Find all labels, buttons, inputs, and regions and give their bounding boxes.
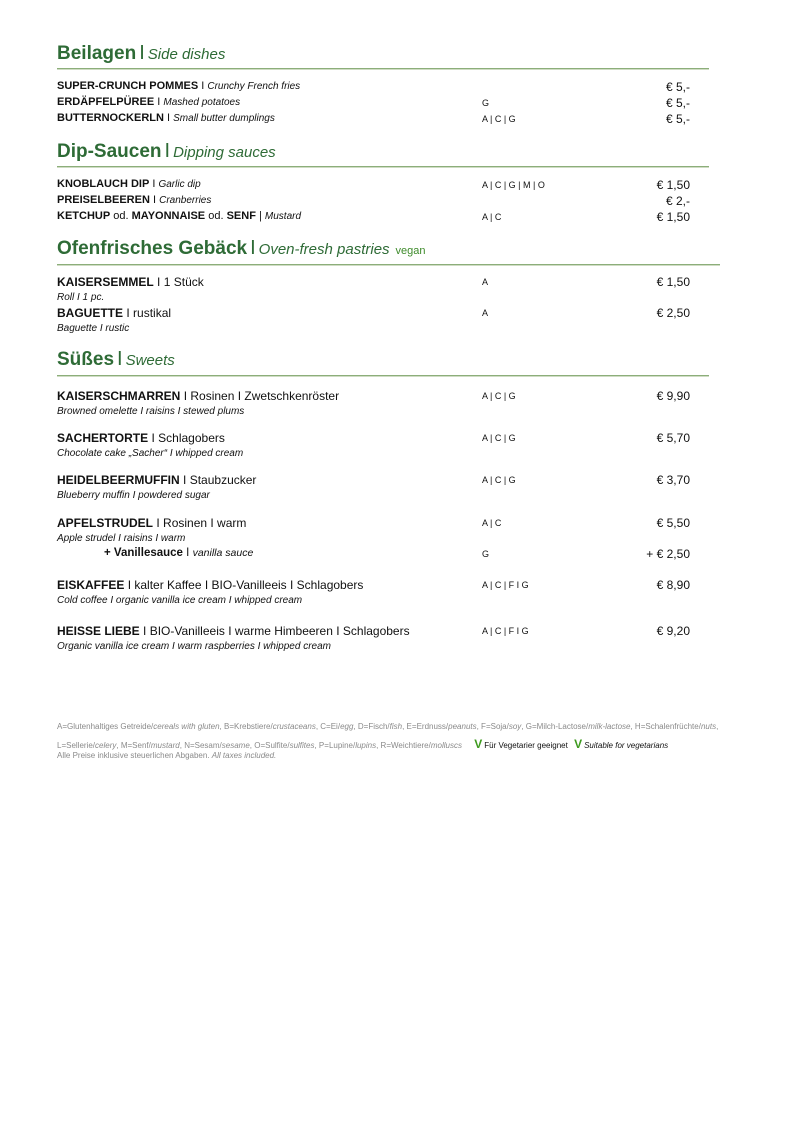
taxes-note: Alle Preise inklusive steuerlichen Abgaben. All taxes included. xyxy=(57,751,277,760)
menu-item xyxy=(57,389,690,405)
section-title-de: Süßes xyxy=(57,349,115,370)
menu-item xyxy=(57,578,690,594)
item-name: PREISELBEEREN I Cranberries xyxy=(57,194,212,206)
section-title-en: Oven-fresh pastries xyxy=(258,241,390,258)
item-name: ERDÄPFELPÜREE I Mashed potatoes xyxy=(57,96,241,108)
item-price: € 1,50 xyxy=(656,210,690,224)
item-name: BAGUETTE I rustikal xyxy=(57,306,172,320)
item-price: € 3,70 xyxy=(656,473,690,487)
item-price: € 5,- xyxy=(665,96,690,110)
item-allergens: A | C | G xyxy=(482,114,516,124)
menu-item xyxy=(57,306,690,322)
section-heading-beilagen xyxy=(57,42,225,65)
item-name: BUTTERNOCKERLN I Small butter dumplings xyxy=(57,112,275,124)
item-price: + € 2,50 xyxy=(646,547,690,561)
item-allergens: A | C xyxy=(482,518,502,528)
item-name: KAISERSEMMEL I 1 Stück xyxy=(57,275,204,289)
item-translation: Roll I 1 pc. xyxy=(57,292,105,303)
item-price: € 2,- xyxy=(665,194,690,208)
section-title-en: Side dishes xyxy=(147,46,226,63)
menu-item xyxy=(57,178,690,194)
item-name: SACHERTORTE I Schlagobers xyxy=(57,431,225,445)
item-price: € 9,20 xyxy=(656,624,690,638)
item-name: KNOBLAUCH DIP I Garlic dip xyxy=(57,178,201,190)
section-separator: I xyxy=(139,42,145,64)
item-price: € 2,50 xyxy=(656,306,690,320)
item-allergens: G xyxy=(482,549,490,559)
menu-item xyxy=(57,210,690,226)
section-title-de: Dip-Saucen xyxy=(57,141,162,162)
section-heading-suesses xyxy=(57,348,175,371)
vegan-tag: vegan xyxy=(395,245,426,257)
item-allergens: A xyxy=(482,277,489,287)
item-price: € 5,70 xyxy=(656,431,690,445)
vegetarian-label-en: Suitable for vegetarians xyxy=(584,741,669,750)
section-heading-dip-saucen xyxy=(57,140,276,163)
menu-item xyxy=(57,275,690,291)
item-price: € 5,- xyxy=(665,80,690,94)
section-divider xyxy=(57,68,709,70)
item-price: € 9,90 xyxy=(656,389,690,403)
section-separator: I xyxy=(164,140,171,162)
item-translation: Apple strudel I raisins I warm xyxy=(57,533,186,544)
section-title-en: Dipping sauces xyxy=(173,144,276,161)
section-heading-gebaeck xyxy=(57,237,426,260)
section-title-de: Beilagen xyxy=(57,43,137,64)
item-allergens: G xyxy=(482,98,490,108)
section-title-en: Sweets xyxy=(125,352,175,369)
item-allergens: A | C | G | M | O xyxy=(482,180,545,190)
item-translation: Chocolate cake „Sacher“ I whipped cream xyxy=(57,448,244,459)
section-divider xyxy=(57,166,709,168)
item-name: EISKAFFEE I kalter Kaffee I BIO-Vanilleeis I Schlagobers xyxy=(57,578,364,592)
menu-item xyxy=(57,96,690,112)
item-name: SUPER-CRUNCH POMMES I Crunchy French fries xyxy=(57,80,301,92)
menu-item xyxy=(57,80,690,96)
menu-item-addon xyxy=(57,547,690,563)
addon-name: + Vanillesauce I vanilla sauce xyxy=(104,547,254,559)
section-divider xyxy=(57,375,709,377)
section-divider xyxy=(57,264,720,266)
menu-item xyxy=(57,431,690,447)
vegetarian-label-de: Für Vegetarier geeignet xyxy=(484,741,568,750)
vegetarian-icon: V xyxy=(574,737,583,751)
section-title-de: Ofenfrisches Gebäck xyxy=(57,238,248,259)
item-name: HEISSE LIEBE I BIO-Vanilleeis I warme Himbeeren I Schlagobers xyxy=(57,624,410,638)
menu-item xyxy=(57,112,690,128)
item-translation: Cold coffee I organic vanilla ice cream I whipped cream xyxy=(57,595,303,606)
item-name: APFELSTRUDEL I Rosinen I warm xyxy=(57,516,247,530)
section-separator: I xyxy=(117,348,123,370)
item-price: € 1,50 xyxy=(656,178,690,192)
item-allergens: A | C xyxy=(482,212,502,222)
item-allergens: A | C | F I G xyxy=(482,580,529,590)
vegetarian-icon: V xyxy=(474,737,483,751)
item-allergens: A | C | G xyxy=(482,391,516,401)
item-allergens: A | C | F I G xyxy=(482,626,529,636)
item-allergens: A xyxy=(482,308,489,318)
item-name: HEIDELBEERMUFFIN I Staubzucker xyxy=(57,473,257,487)
item-price: € 5,50 xyxy=(656,516,690,530)
item-allergens: A | C | G xyxy=(482,475,516,485)
allergen-legend-line-2: L=Sellerie/celery, M=Senf/mustard, N=Sesam/sesame, O=Sulfite/sulfites, P=Lupine/lupins, R=Weichtiere/molluscs V Für Vegetarier geeignet V Suitable for vegetarians xyxy=(57,737,669,751)
item-translation: Organic vanilla ice cream I warm raspberries I whipped cream xyxy=(57,641,331,652)
item-name: KAISERSCHMARREN I Rosinen I Zwetschkenröster xyxy=(57,389,340,403)
section-separator: I xyxy=(250,237,256,259)
item-price: € 1,50 xyxy=(656,275,690,289)
menu-item xyxy=(57,624,690,640)
item-translation: Blueberry muffin I powdered sugar xyxy=(57,490,210,501)
menu-item xyxy=(57,194,690,210)
item-price: € 8,90 xyxy=(656,578,690,592)
item-allergens: A | C | G xyxy=(482,433,516,443)
item-name: KETCHUP od. MAYONNAISE od. SENF | Mustard xyxy=(57,210,302,222)
menu-item xyxy=(57,473,690,489)
allergen-legend-line-1: A=Glutenhaltiges Getreide/cereals with gluten, B=Krebstiere/crustaceans, C=Ei/egg, D=Fisch/fish, E=Erdnuss/peanuts, F=Soja/soy, G=Milch-Lactose/milk-lactose, H=Schalenfrüchte/nuts, xyxy=(57,722,719,731)
item-price: € 5,- xyxy=(665,112,690,126)
item-translation: Baguette I rustic xyxy=(57,323,130,334)
menu-item xyxy=(57,516,690,532)
item-translation: Browned omelette I raisins I stewed plums xyxy=(57,406,245,417)
